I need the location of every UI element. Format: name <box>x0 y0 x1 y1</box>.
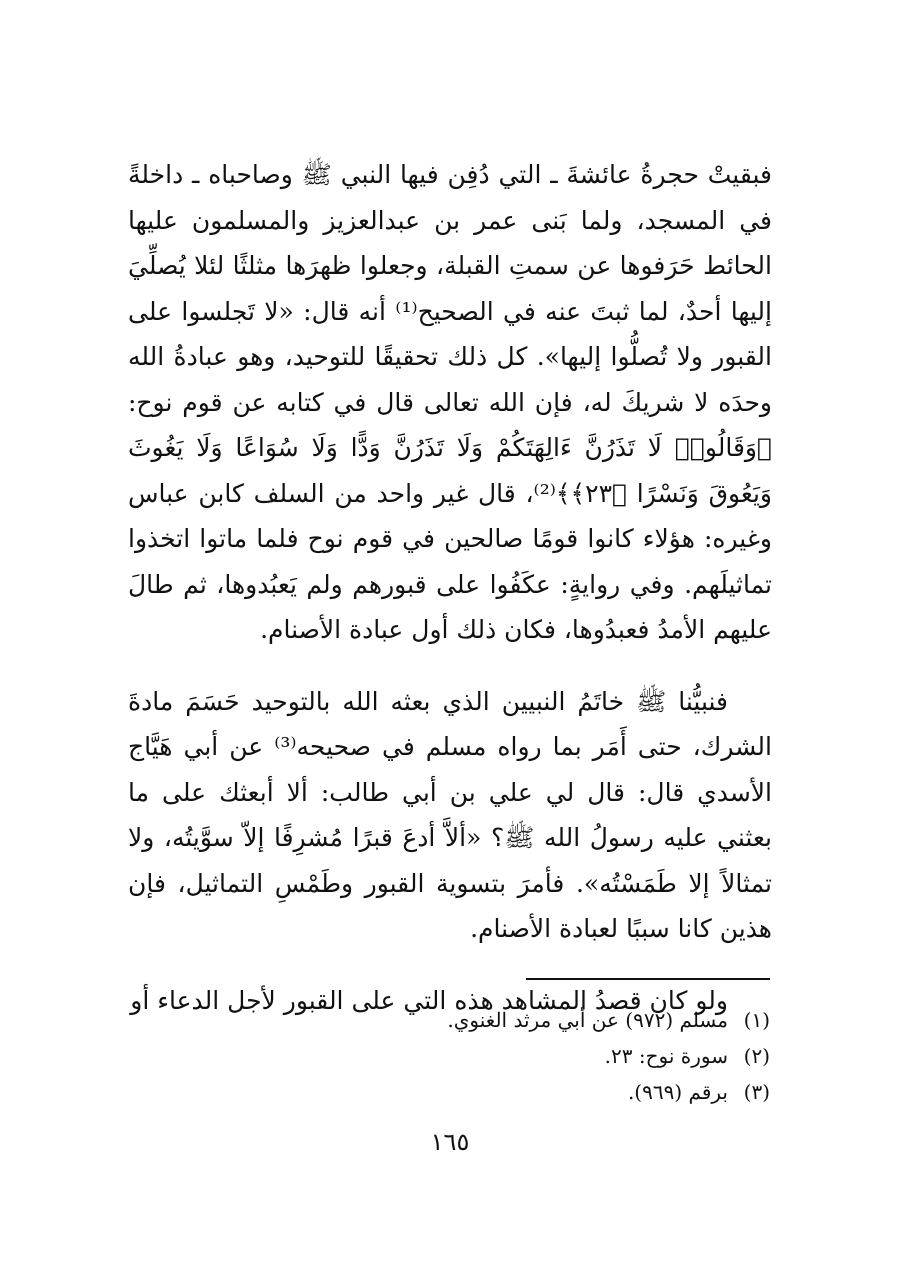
page-number: ١٦٥ <box>430 1128 470 1156</box>
footnote-3 <box>128 1074 770 1110</box>
footnote-text: سورة نوح: ٢٣. <box>604 1044 728 1068</box>
footnote-number: (٣) <box>743 1080 770 1104</box>
paragraph-1: فبقيتْ حجرةُ عائشةَ ـ التي دُفِن فيها النبي ﷺ وصاحباه ـ داخلةً في المسجد، ولما بَنى عمر بن عبدالعزيز والمسلمون عليها الحائط حَرَفوها عن سمتِ القبلة، وجعلوا ظهرَها مثلثًا لئلا يُصلِّيَ إليها أحدٌ، لما ثبتَ عنه في الصحيح⁽¹⁾ أنه قال: «لا تَجلسوا على القبور ولا تُصلُّوا إليها». كل ذلك تحقيقًا للتوحيد، وهو عبادةُ الله وحدَه لا شريكَ له، فإن الله تعالى قال في كتابه عن قوم نوح: ﴿وَقَالُوا۟ لَا تَذَرُنَّ ءَالِهَتَكُمْ وَلَا تَذَرُنَّ وَدًّا وَلَا سُوَاعًا وَلَا يَغُوثَ وَيَعُوقَ وَنَسْرًا ﴿٢٣﴾﴾⁽²⁾، قال غير واحد من السلف كابن عباس وغيره: هؤلاء كانوا قومًا صالحين في قوم نوح فلما ماتوا اتخذوا تماثيلَهم. وفي روايةٍ: عكَفُوا على قبورهم ولم يَعبُدوها، ثم طالَ عليهم الأمدُ فعبدُوها، فكان ذلك أول عبادة الأصنام. <box>128 160 772 644</box>
footnote-2 <box>128 1038 770 1074</box>
footnote-text: مسلم (٩٧٢) عن أبي مرثد الغنوي. <box>447 1008 728 1032</box>
footnote-number: (١) <box>743 1008 770 1032</box>
main-text <box>128 152 772 1023</box>
footnote-text: برقم (٩٦٩). <box>627 1080 728 1104</box>
footnote-1 <box>128 1002 770 1038</box>
paragraph-2: فنبيُّنا ﷺ خاتَمُ النبيين الذي بعثه الله بالتوحيد حَسَمَ مادةَ الشرك، حتى أَمَر بما رواه مسلم في صحيحه⁽³⁾ عن أبي هَيَّاج الأسدي قال: قال لي علي بن أبي طالب: ألا أبعثك على ما بعثني عليه رسولُ الله ﷺ؟ «ألاَّ أدعَ قبرًا مُشرِفًا إلاّ سوَّيتُه، ولا تمثالاً إلا طَمَسْتُه». فأمرَ بتسوية القبور وطَمْسِ التماثيل، فإن هذين كانا سببًا لعبادة الأصنام. <box>128 686 772 943</box>
paragraph-3: ولو كان قصدُ المشاهد هذه التي على القبور لأجل الدعاء أو <box>130 985 728 1015</box>
footnotes <box>128 1002 770 1110</box>
footnote-separator <box>526 978 770 980</box>
footnote-number: (٢) <box>743 1044 770 1068</box>
